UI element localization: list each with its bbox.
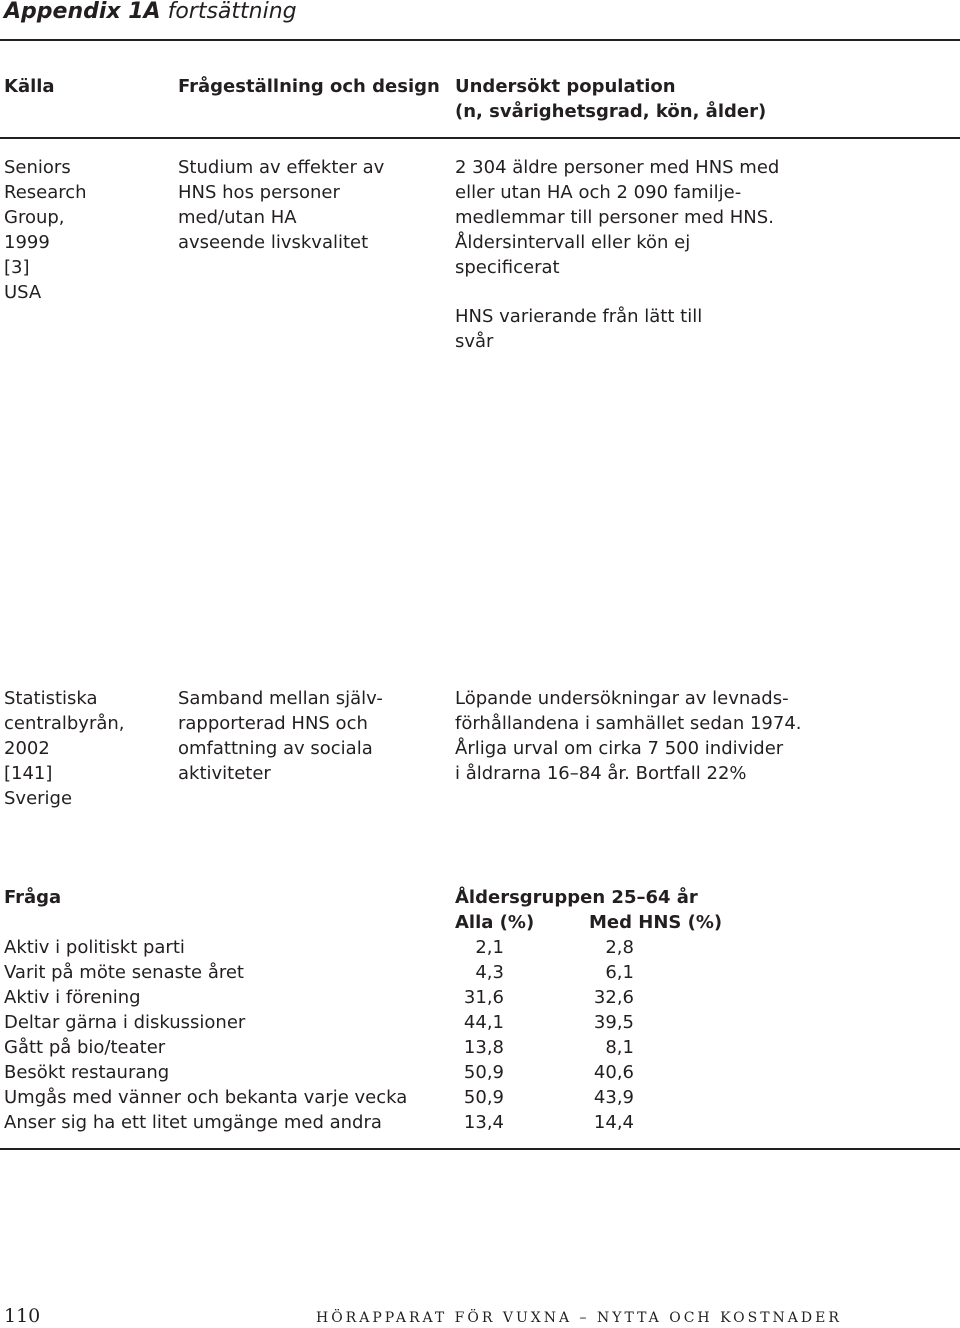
subtable-all-value: 13,8 (463, 1037, 504, 1058)
page-number: 110 (4, 1305, 41, 1327)
row1-population (455, 155, 779, 280)
header-population (455, 74, 766, 124)
row2-population-line: Årliga urval om cirka 7 500 individer (455, 738, 784, 759)
subtable-header-age-group: Åldersgruppen 25–64 år (455, 887, 698, 908)
row2-source-line: 2002 (4, 738, 50, 759)
row1-source (4, 155, 87, 305)
row1-severity (455, 304, 702, 354)
row1-design-line: Studium av effekter av (178, 157, 385, 178)
subtable-hns-value: 40,6 (593, 1062, 634, 1083)
subtable-hns-value: 2,8 (605, 937, 634, 958)
row1-source-line: USA (4, 282, 42, 303)
bottom-rule (0, 1148, 960, 1150)
subtable-header-question: Fråga (4, 887, 62, 908)
subtable-all-value: 50,9 (463, 1087, 504, 1108)
subtable-hns-value: 6,1 (605, 962, 634, 983)
row1-design-line: avseende livskvalitet (178, 232, 369, 253)
header-population-line2: (n, svårighetsgrad, kön, ålder) (455, 101, 767, 122)
row2-population-line: i åldrarna 16–84 år. Bortfall 22% (455, 763, 747, 784)
row2-design (178, 686, 383, 786)
row2-population (455, 686, 802, 786)
row2-population-line: förhållandena i samhället sedan 1974. (455, 713, 802, 734)
row1-population-line: Åldersintervall eller kön ej (455, 232, 691, 253)
subtable-question: Anser sig ha ett litet umgänge med andra (4, 1112, 382, 1133)
header-design: Frågeställning och design (178, 76, 440, 97)
subtable-question: Deltar gärna i diskussioner (4, 1012, 246, 1033)
row1-source-line: Seniors (4, 157, 71, 178)
header-source: Källa (4, 76, 55, 97)
row2-design-line: Samband mellan själv- (178, 688, 383, 709)
row1-population-line: specificerat (455, 257, 560, 278)
row1-design (178, 155, 384, 255)
top-rule (0, 39, 960, 41)
subtable-question: Umgås med vänner och bekanta varje vecka (4, 1087, 408, 1108)
subtable-question: Varit på möte senaste året (4, 962, 244, 983)
appendix-label: Appendix 1A (4, 0, 161, 24)
subtable-question: Aktiv i förening (4, 987, 141, 1008)
subtable-hns-value: 32,6 (593, 987, 634, 1008)
row2-source (4, 686, 125, 811)
row1-source-line: Group, (4, 207, 65, 228)
row1-source-line: [3] (4, 257, 30, 278)
subtable-header-all: Alla (%) (455, 912, 535, 933)
row1-design-line: HNS hos personer (178, 182, 340, 203)
header-rule (0, 137, 960, 139)
row1-design-line: med/utan HA (178, 207, 297, 228)
subtable-all-value: 50,9 (463, 1062, 504, 1083)
row2-design-line: aktiviteter (178, 763, 271, 784)
row1-population-line: eller utan HA och 2 090 familje- (455, 182, 742, 203)
page-title (4, 0, 297, 26)
subtable-all-values (444, 935, 504, 1135)
row2-design-line: omfattning av sociala (178, 738, 373, 759)
row1-source-line: Research (4, 182, 87, 203)
subtable-question: Aktiv i politiskt parti (4, 937, 185, 958)
subtable-all-value: 13,4 (463, 1112, 504, 1133)
subtable-questions (4, 935, 407, 1135)
row2-source-line: Sverige (4, 788, 73, 809)
row2-source-line: [141] (4, 763, 53, 784)
running-title: HÖRAPPARAT FÖR VUXNA – NYTTA OCH KOSTNADER (316, 1310, 842, 1326)
subtable-all-value: 31,6 (463, 987, 504, 1008)
subtable-all-value: 44,1 (463, 1012, 504, 1033)
subtable-all-value: 2,1 (475, 937, 504, 958)
subtable-hns-value: 43,9 (593, 1087, 634, 1108)
row1-population-line: 2 304 äldre personer med HNS med (455, 157, 780, 178)
row1-severity-line: HNS varierande från lätt till (455, 306, 703, 327)
row1-source-line: 1999 (4, 232, 50, 253)
subtable-all-value: 4,3 (475, 962, 504, 983)
subtable-hns-value: 14,4 (593, 1112, 634, 1133)
appendix-continuation: fortsättning (167, 0, 297, 24)
row2-design-line: rapporterad HNS och (178, 713, 368, 734)
subtable-hns-values (574, 935, 634, 1135)
subtable-hns-value: 8,1 (605, 1037, 634, 1058)
subtable-question: Besökt restaurang (4, 1062, 170, 1083)
subtable-question: Gått på bio/teater (4, 1037, 166, 1058)
row1-population-line: medlemmar till personer med HNS. (455, 207, 774, 228)
header-population-line1: Undersökt population (455, 76, 676, 97)
row1-severity-line: svår (455, 331, 494, 352)
row2-source-line: Statistiska (4, 688, 98, 709)
row2-population-line: Löpande undersökningar av levnads- (455, 688, 789, 709)
subtable-header-hns: Med HNS (%) (589, 912, 723, 933)
row2-source-line: centralbyrån, (4, 713, 125, 734)
subtable-hns-value: 39,5 (593, 1012, 634, 1033)
